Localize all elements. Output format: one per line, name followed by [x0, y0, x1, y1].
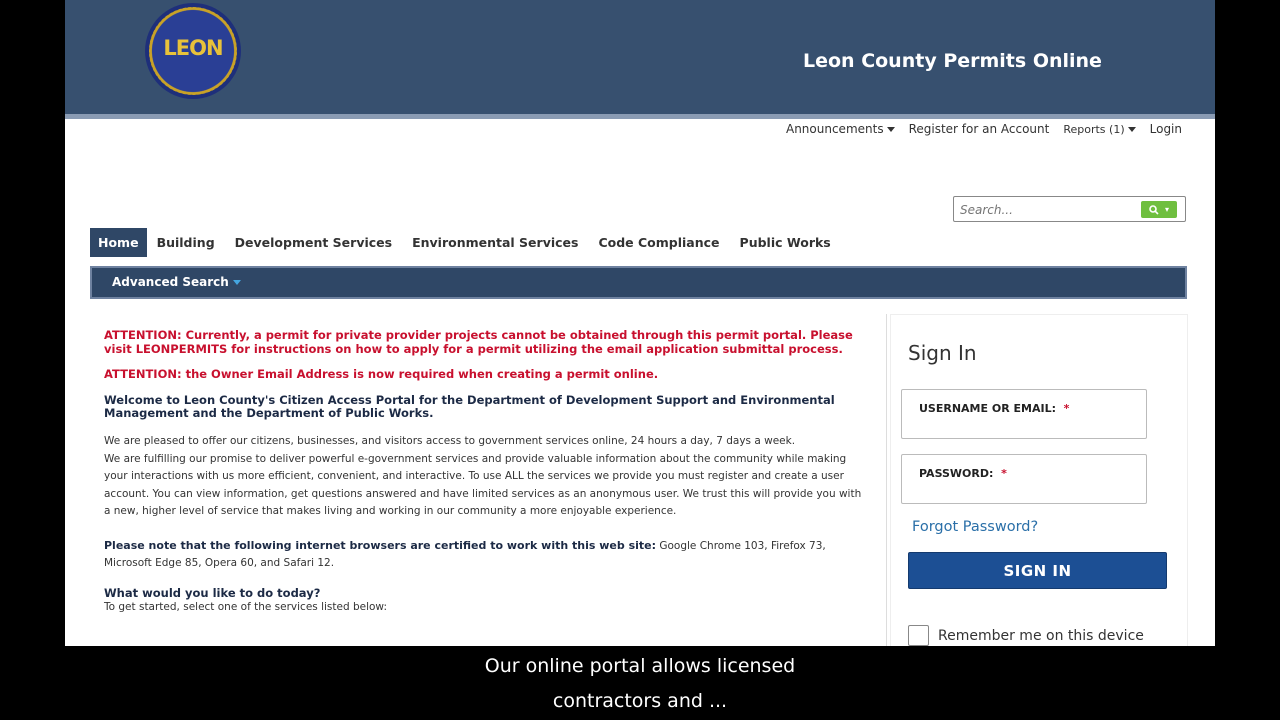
sign-in-panel — [890, 314, 1188, 646]
advanced-search-bar — [90, 266, 1187, 299]
browser-note-list: Google Chrome 103, Firefox 73, Microsoft Edge 85, Opera 60, and Safari 12. — [104, 539, 826, 569]
attention-notice-private-provider: ATTENTION: Currently, a permit for private provider projects cannot be obtained through this permit portal. Please visit LEONPERMITS for instructions on how to apply for a permit utilizing the email application submittal process. — [104, 328, 853, 356]
search-icon — [1149, 205, 1159, 215]
chevron-down-icon — [887, 127, 895, 132]
video-caption-line2: contractors and ... — [552, 690, 728, 712]
password-label-text: PASSWORD: — [919, 467, 994, 480]
advanced-search-dropdown[interactable] — [112, 275, 241, 289]
reports-link[interactable] — [1063, 122, 1135, 136]
sign-in-title: Sign In — [908, 341, 977, 365]
required-asterisk: * — [1063, 402, 1070, 415]
attention-notice-owner-email: ATTENTION: the Owner Email Address is now required when creating a permit online. — [104, 367, 659, 381]
tab-building[interactable]: Building — [156, 235, 215, 250]
username-label-text: USERNAME OR EMAIL: — [919, 402, 1056, 415]
tab-development-services[interactable]: Development Services — [234, 235, 393, 250]
top-links-bar — [786, 122, 1182, 136]
portal-page — [65, 0, 1215, 646]
seal-logo-text: LEON — [163, 36, 223, 60]
main-content — [90, 314, 887, 646]
tab-public-works[interactable]: Public Works — [739, 235, 831, 250]
forgot-password-link[interactable]: Forgot Password? — [912, 519, 1039, 535]
services-paragraph: We are fulfilling our promise to deliver powerful e-government services and provide valuable information about the community while making your interactions with us more efficient, convenient, and interactive. To use ALL the services we provide you must register and create a user account. You can view information, get questions answered and have limited services as an anonymous user. We trust this will provide you with a new, higher level of service that makes living and working in our community a more enjoyable experience. — [104, 452, 862, 517]
login-link[interactable]: Login — [1149, 122, 1182, 136]
announcements-link[interactable] — [786, 122, 895, 136]
tab-code-compliance[interactable]: Code Compliance — [598, 235, 720, 250]
module-tabs — [90, 228, 841, 257]
chevron-down-icon — [233, 280, 241, 285]
advanced-search-label: Advanced Search — [112, 275, 229, 289]
search-dropdown-icon: ▾ — [1164, 205, 1169, 214]
password-field[interactable] — [901, 454, 1147, 504]
site-title: Leon County Permits Online — [803, 50, 1102, 72]
tab-home[interactable]: Home — [90, 228, 147, 257]
tab-environmental-services[interactable]: Environmental Services — [412, 235, 579, 250]
search-input[interactable] — [958, 199, 1142, 221]
announcements-label: Announcements — [785, 122, 884, 136]
reports-label: Reports (1) — [1063, 122, 1125, 136]
search-box — [953, 196, 1186, 222]
browser-note — [104, 537, 869, 573]
register-link[interactable]: Register for an Account — [908, 122, 1050, 136]
username-field[interactable] — [901, 389, 1147, 439]
password-label — [919, 467, 1007, 480]
required-asterisk: * — [1001, 467, 1007, 480]
remember-me-checkbox[interactable] — [908, 625, 929, 646]
search-button[interactable] — [1141, 201, 1177, 218]
banner-divider — [65, 114, 1215, 119]
header-banner — [65, 0, 1215, 114]
intro-paragraph: We are pleased to offer our citizens, businesses, and visitors access to government services online, 24 hours a day, 7 days a week. — [104, 435, 796, 447]
todo-heading: What would you like to do today? — [104, 585, 321, 600]
remember-me-label: Remember me on this device — [938, 627, 1144, 644]
browser-note-label: Please note that the following internet browsers are certified to work with this web site: — [104, 538, 657, 552]
welcome-heading: Welcome to Leon County's Citizen Access Portal for the Department of Development Support and Environmental Management and the Department of Public Works. — [104, 393, 835, 420]
get-started-text: To get started, select one of the services listed below: — [104, 600, 387, 613]
username-label — [919, 402, 1069, 415]
chevron-down-icon — [1128, 127, 1136, 132]
sign-in-button[interactable]: SIGN IN — [908, 552, 1167, 589]
remember-me — [908, 625, 1144, 646]
video-caption-line1: Our online portal allows licensed — [484, 655, 796, 677]
leon-county-seal-logo[interactable] — [145, 3, 241, 99]
